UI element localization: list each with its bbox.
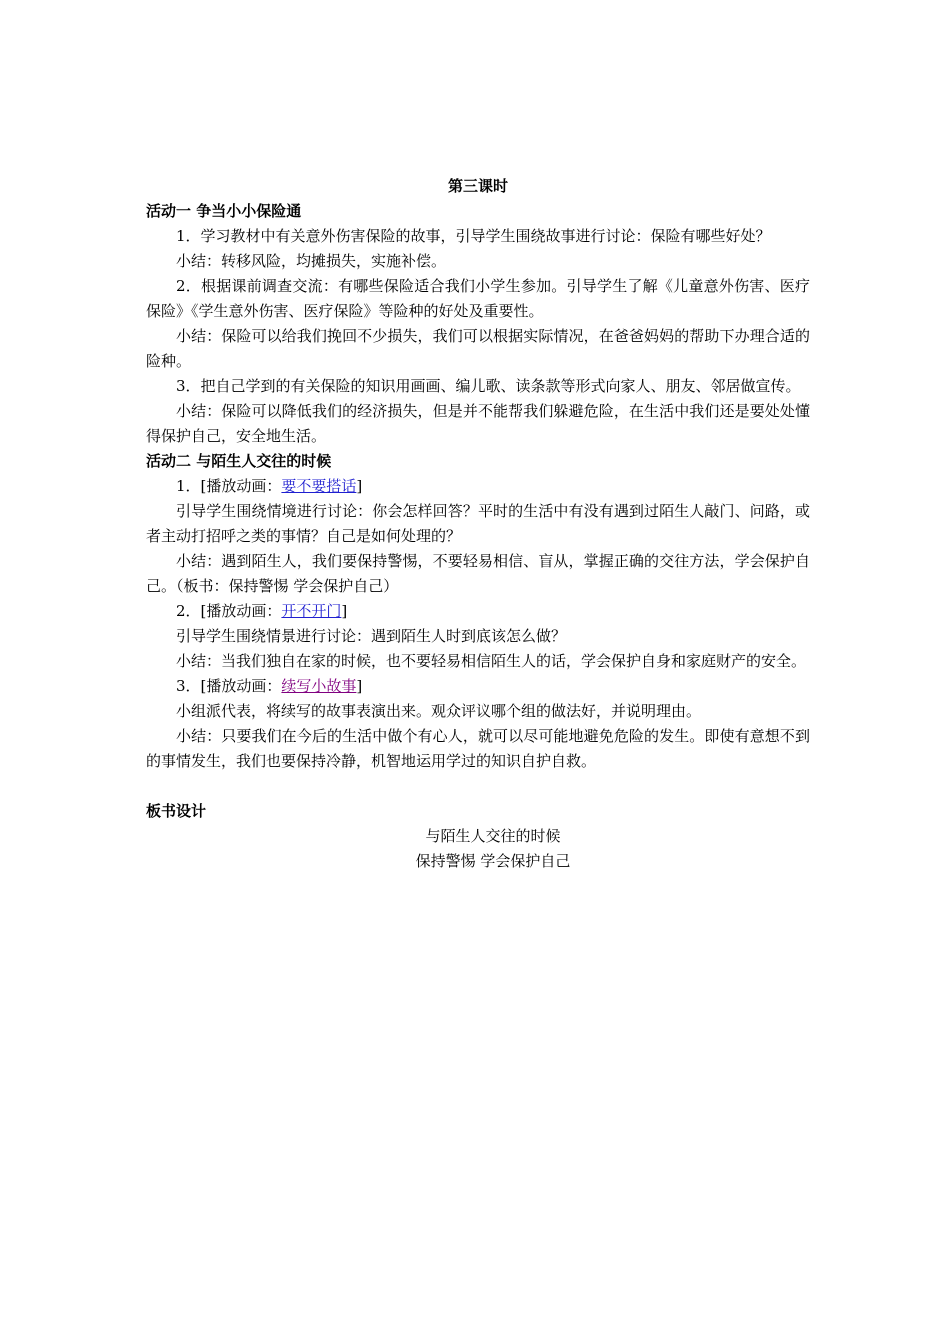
activity1-summary1: 小结：转移风险，均摊损失，实施补偿。 [176,252,447,270]
activity2-summary2: 小结：当我们独自在家的时候，也不要轻易相信陌生人的话，学会保护自身和家庭财产的安全。 [176,652,807,670]
lesson-title: 第三课时 [447,177,508,195]
animation-link-door[interactable]: 开不开门 [281,602,342,620]
activity1-item3: 3．把自己学到的有关保险的知识用画画、编儿歌、读条款等形式向家人、朋友、邻居做宣传。 [176,377,801,395]
activity2-item3 [146,674,810,699]
board-line-1: 与陌生人交往的时候 [425,827,561,845]
animation-link-story[interactable]: 续写小故事 [281,677,357,695]
activity1-summary2: 小结：保险可以给我们挽回不少损失，我们可以根据实际情况，在爸爸妈妈的帮助下办理合适的险种。 [146,327,810,370]
activity2-item2-prefix: 2．[播放动画： [176,602,282,620]
activity2-item2-suffix: ] [341,602,348,620]
activity2-item3-prefix: 3．[播放动画： [176,677,282,695]
board-heading: 板书设计 [146,802,207,820]
animation-link-talk[interactable]: 要不要搭话 [281,477,357,495]
activity2-item2 [146,599,810,624]
activity1-item2: 2．根据课前调查交流：有哪些保险适合我们小学生参加。引导学生了解《儿童意外伤害、医疗保险》《学生意外伤害、医疗保险》等险种的好处及重要性。 [146,277,810,320]
activity2-discussion2: 引导学生围绕情景进行讨论：遇到陌生人时到底该怎么做？ [176,627,567,645]
activity1-heading: 活动一 争当小小保险通 [146,202,302,220]
activity2-item1-prefix: 1．[播放动画： [176,477,282,495]
activity2-summary1: 小结：遇到陌生人，我们要保持警惕，不要轻易相信、盲从，掌握正确的交往方法，学会保护自己。（板书：保持警惕 学会保护自己） [146,552,810,595]
activity2-heading: 活动二 与陌生人交往的时候 [146,452,332,470]
activity1-item1: 1．学习教材中有关意外伤害保险的故事，引导学生围绕故事进行讨论：保险有哪些好处？ [176,227,771,245]
activity2-item3-suffix: ] [356,677,363,695]
activity1-summary3: 小结：保险可以降低我们的经济损失，但是并不能帮我们躲避危险，在生活中我们还是要处处懂得保护自己，安全地生活。 [146,402,810,445]
activity2-item1-suffix: ] [356,477,363,495]
activity2-discussion3: 小组派代表，将续写的故事表演出来。观众评议哪个组的做法好，并说明理由。 [176,702,702,720]
activity2-summary3: 小结：只要我们在今后的生活中做个有心人，就可以尽可能地避免危险的发生。即使有意想不到的事情发生，我们也要保持冷静，机智地运用学过的知识自护自救。 [146,727,810,770]
document-page [146,174,810,874]
board-line-2: 保持警惕 学会保护自己 [415,852,571,870]
activity2-item1 [146,474,810,499]
activity2-discussion1: 引导学生围绕情境进行讨论：你会怎样回答？平时的生活中有没有遇到过陌生人敲门、问路，或者主动打招呼之类的事情？自己是如何处理的？ [146,502,810,545]
section-spacer [146,774,810,799]
